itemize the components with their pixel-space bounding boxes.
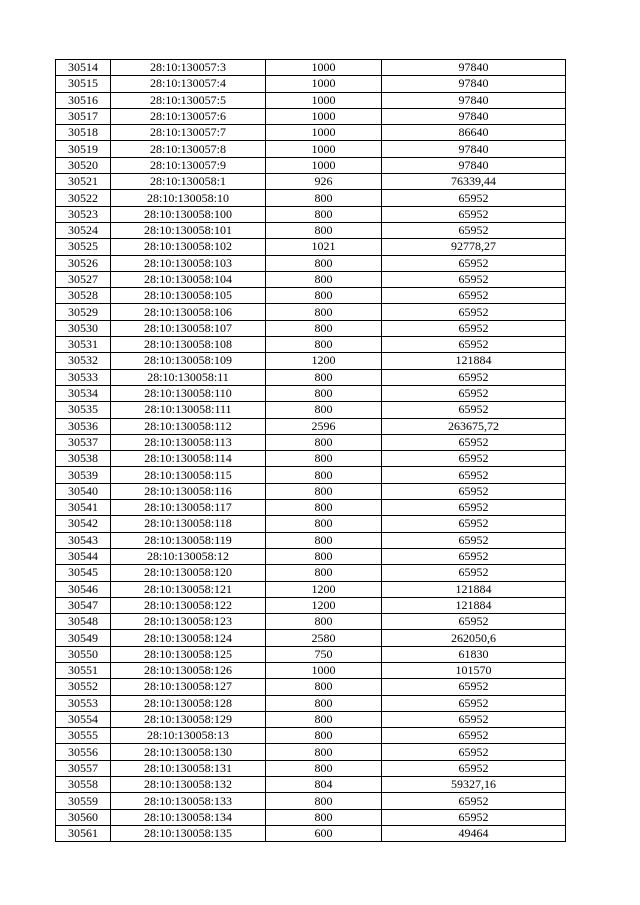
row-number-cell: 30534 xyxy=(56,385,111,401)
cadastral-number-cell: 28:10:130058:108 xyxy=(111,337,266,353)
value-cell: 65952 xyxy=(382,222,566,238)
row-number-cell: 30557 xyxy=(56,760,111,776)
cadastral-number-cell: 28:10:130058:120 xyxy=(111,565,266,581)
row-number-cell: 30542 xyxy=(56,516,111,532)
table-row xyxy=(56,271,566,287)
table-row xyxy=(56,711,566,727)
cadastral-number-cell: 28:10:130058:123 xyxy=(111,614,266,630)
row-number-cell: 30539 xyxy=(56,467,111,483)
area-cell: 750 xyxy=(266,646,382,662)
row-number-cell: 30537 xyxy=(56,434,111,450)
value-cell: 65952 xyxy=(382,206,566,222)
area-cell: 800 xyxy=(266,483,382,499)
area-cell: 800 xyxy=(266,206,382,222)
table-row xyxy=(56,385,566,401)
row-number-cell: 30526 xyxy=(56,255,111,271)
row-number-cell: 30518 xyxy=(56,125,111,141)
cadastral-number-cell: 28:10:130057:7 xyxy=(111,125,266,141)
row-number-cell: 30559 xyxy=(56,793,111,809)
cadastral-number-cell: 28:10:130058:132 xyxy=(111,777,266,793)
row-number-cell: 30516 xyxy=(56,92,111,108)
value-cell: 65952 xyxy=(382,271,566,287)
value-cell: 65952 xyxy=(382,679,566,695)
cadastral-number-cell: 28:10:130057:3 xyxy=(111,60,266,76)
area-cell: 800 xyxy=(266,190,382,206)
area-cell: 800 xyxy=(266,565,382,581)
cadastral-number-cell: 28:10:130058:115 xyxy=(111,467,266,483)
row-number-cell: 30549 xyxy=(56,630,111,646)
value-cell: 65952 xyxy=(382,711,566,727)
area-cell: 800 xyxy=(266,548,382,564)
table-row xyxy=(56,728,566,744)
table-row xyxy=(56,662,566,678)
table-row xyxy=(56,500,566,516)
cadastral-number-cell: 28:10:130058:12 xyxy=(111,548,266,564)
table-row xyxy=(56,320,566,336)
area-cell: 800 xyxy=(266,793,382,809)
cadastral-number-cell: 28:10:130058:114 xyxy=(111,451,266,467)
table-row xyxy=(56,108,566,124)
row-number-cell: 30541 xyxy=(56,500,111,516)
area-cell: 800 xyxy=(266,679,382,695)
row-number-cell: 30524 xyxy=(56,222,111,238)
row-number-cell: 30528 xyxy=(56,288,111,304)
area-cell: 800 xyxy=(266,337,382,353)
table-row xyxy=(56,630,566,646)
value-cell: 86640 xyxy=(382,125,566,141)
value-cell: 65952 xyxy=(382,451,566,467)
cadastral-number-cell: 28:10:130058:124 xyxy=(111,630,266,646)
table-row xyxy=(56,532,566,548)
cadastral-number-cell: 28:10:130058:134 xyxy=(111,809,266,825)
cadastral-number-cell: 28:10:130058:128 xyxy=(111,695,266,711)
cadastral-number-cell: 28:10:130057:6 xyxy=(111,108,266,124)
cadastral-number-cell: 28:10:130058:101 xyxy=(111,222,266,238)
table-row xyxy=(56,206,566,222)
cadastral-number-cell: 28:10:130058:10 xyxy=(111,190,266,206)
table-row xyxy=(56,369,566,385)
value-cell: 65952 xyxy=(382,255,566,271)
value-cell: 262050,6 xyxy=(382,630,566,646)
row-number-cell: 30552 xyxy=(56,679,111,695)
area-cell: 1200 xyxy=(266,581,382,597)
area-cell: 800 xyxy=(266,760,382,776)
table-row xyxy=(56,483,566,499)
cadastral-number-cell: 28:10:130058:131 xyxy=(111,760,266,776)
cadastral-number-cell: 28:10:130058:113 xyxy=(111,434,266,450)
table-row xyxy=(56,255,566,271)
cadastral-number-cell: 28:10:130058:130 xyxy=(111,744,266,760)
area-cell: 800 xyxy=(266,271,382,287)
area-cell: 800 xyxy=(266,728,382,744)
area-cell: 1000 xyxy=(266,157,382,173)
table-row xyxy=(56,304,566,320)
value-cell: 65952 xyxy=(382,532,566,548)
row-number-cell: 30522 xyxy=(56,190,111,206)
value-cell: 97840 xyxy=(382,157,566,173)
area-cell: 1021 xyxy=(266,239,382,255)
row-number-cell: 30543 xyxy=(56,532,111,548)
table-row xyxy=(56,434,566,450)
table-row xyxy=(56,92,566,108)
table-row xyxy=(56,337,566,353)
row-number-cell: 30519 xyxy=(56,141,111,157)
row-number-cell: 30531 xyxy=(56,337,111,353)
cadastral-number-cell: 28:10:130057:9 xyxy=(111,157,266,173)
table-row xyxy=(56,597,566,613)
cadastral-number-cell: 28:10:130058:122 xyxy=(111,597,266,613)
row-number-cell: 30514 xyxy=(56,60,111,76)
row-number-cell: 30554 xyxy=(56,711,111,727)
value-cell: 65952 xyxy=(382,793,566,809)
value-cell: 59327,16 xyxy=(382,777,566,793)
value-cell: 101570 xyxy=(382,662,566,678)
area-cell: 800 xyxy=(266,385,382,401)
value-cell: 65952 xyxy=(382,500,566,516)
row-number-cell: 30544 xyxy=(56,548,111,564)
area-cell: 2580 xyxy=(266,630,382,646)
table-row xyxy=(56,793,566,809)
row-number-cell: 30530 xyxy=(56,320,111,336)
table-row xyxy=(56,825,566,841)
cadastral-number-cell: 28:10:130058:129 xyxy=(111,711,266,727)
value-cell: 65952 xyxy=(382,434,566,450)
value-cell: 65952 xyxy=(382,760,566,776)
table-row xyxy=(56,174,566,190)
area-cell: 1000 xyxy=(266,108,382,124)
value-cell: 97840 xyxy=(382,60,566,76)
cadastral-table xyxy=(55,59,566,842)
cadastral-number-cell: 28:10:130058:106 xyxy=(111,304,266,320)
table-row xyxy=(56,467,566,483)
cadastral-number-cell: 28:10:130057:5 xyxy=(111,92,266,108)
table-row xyxy=(56,222,566,238)
row-number-cell: 30540 xyxy=(56,483,111,499)
cadastral-number-cell: 28:10:130058:110 xyxy=(111,385,266,401)
cadastral-number-cell: 28:10:130058:135 xyxy=(111,825,266,841)
value-cell: 65952 xyxy=(382,467,566,483)
value-cell: 65952 xyxy=(382,483,566,499)
table-row xyxy=(56,141,566,157)
area-cell: 800 xyxy=(266,304,382,320)
table-row xyxy=(56,125,566,141)
row-number-cell: 30523 xyxy=(56,206,111,222)
row-number-cell: 30551 xyxy=(56,662,111,678)
row-number-cell: 30532 xyxy=(56,353,111,369)
value-cell: 65952 xyxy=(382,337,566,353)
value-cell: 121884 xyxy=(382,597,566,613)
cadastral-number-cell: 28:10:130058:13 xyxy=(111,728,266,744)
table-row xyxy=(56,402,566,418)
table-row xyxy=(56,695,566,711)
cadastral-number-cell: 28:10:130057:8 xyxy=(111,141,266,157)
area-cell: 800 xyxy=(266,695,382,711)
row-number-cell: 30536 xyxy=(56,418,111,434)
value-cell: 65952 xyxy=(382,614,566,630)
value-cell: 65952 xyxy=(382,728,566,744)
row-number-cell: 30553 xyxy=(56,695,111,711)
cadastral-number-cell: 28:10:130058:118 xyxy=(111,516,266,532)
value-cell: 121884 xyxy=(382,353,566,369)
value-cell: 65952 xyxy=(382,695,566,711)
row-number-cell: 30545 xyxy=(56,565,111,581)
area-cell: 1200 xyxy=(266,597,382,613)
table-row xyxy=(56,190,566,206)
value-cell: 97840 xyxy=(382,92,566,108)
area-cell: 800 xyxy=(266,809,382,825)
value-cell: 97840 xyxy=(382,141,566,157)
row-number-cell: 30561 xyxy=(56,825,111,841)
value-cell: 65952 xyxy=(382,548,566,564)
value-cell: 263675,72 xyxy=(382,418,566,434)
cadastral-number-cell: 28:10:130058:117 xyxy=(111,500,266,516)
cadastral-number-cell: 28:10:130058:116 xyxy=(111,483,266,499)
row-number-cell: 30556 xyxy=(56,744,111,760)
table-row xyxy=(56,516,566,532)
table-row xyxy=(56,646,566,662)
area-cell: 800 xyxy=(266,516,382,532)
area-cell: 800 xyxy=(266,434,382,450)
area-cell: 800 xyxy=(266,369,382,385)
value-cell: 65952 xyxy=(382,516,566,532)
value-cell: 65952 xyxy=(382,744,566,760)
table-row xyxy=(56,353,566,369)
cadastral-number-cell: 28:10:130058:112 xyxy=(111,418,266,434)
cadastral-number-cell: 28:10:130058:111 xyxy=(111,402,266,418)
row-number-cell: 30558 xyxy=(56,777,111,793)
value-cell: 65952 xyxy=(382,288,566,304)
value-cell: 97840 xyxy=(382,76,566,92)
table-row xyxy=(56,451,566,467)
cadastral-number-cell: 28:10:130058:1 xyxy=(111,174,266,190)
value-cell: 65952 xyxy=(382,402,566,418)
value-cell: 92778,27 xyxy=(382,239,566,255)
cadastral-number-cell: 28:10:130058:121 xyxy=(111,581,266,597)
row-number-cell: 30521 xyxy=(56,174,111,190)
area-cell: 1000 xyxy=(266,92,382,108)
area-cell: 800 xyxy=(266,467,382,483)
table-row xyxy=(56,565,566,581)
area-cell: 800 xyxy=(266,614,382,630)
cadastral-number-cell: 28:10:130058:125 xyxy=(111,646,266,662)
area-cell: 800 xyxy=(266,222,382,238)
area-cell: 800 xyxy=(266,255,382,271)
table-body xyxy=(56,60,566,842)
value-cell: 121884 xyxy=(382,581,566,597)
area-cell: 1000 xyxy=(266,141,382,157)
area-cell: 804 xyxy=(266,777,382,793)
row-number-cell: 30538 xyxy=(56,451,111,467)
row-number-cell: 30533 xyxy=(56,369,111,385)
value-cell: 61830 xyxy=(382,646,566,662)
area-cell: 800 xyxy=(266,711,382,727)
cadastral-number-cell: 28:10:130058:11 xyxy=(111,369,266,385)
area-cell: 1000 xyxy=(266,662,382,678)
row-number-cell: 30520 xyxy=(56,157,111,173)
table-row xyxy=(56,60,566,76)
cadastral-number-cell: 28:10:130058:127 xyxy=(111,679,266,695)
value-cell: 65952 xyxy=(382,385,566,401)
area-cell: 800 xyxy=(266,402,382,418)
value-cell: 65952 xyxy=(382,190,566,206)
row-number-cell: 30547 xyxy=(56,597,111,613)
value-cell: 49464 xyxy=(382,825,566,841)
cadastral-number-cell: 28:10:130058:102 xyxy=(111,239,266,255)
table-row xyxy=(56,760,566,776)
cadastral-number-cell: 28:10:130058:133 xyxy=(111,793,266,809)
table-row xyxy=(56,679,566,695)
table-row xyxy=(56,239,566,255)
table-row xyxy=(56,777,566,793)
row-number-cell: 30517 xyxy=(56,108,111,124)
area-cell: 800 xyxy=(266,288,382,304)
table-row xyxy=(56,809,566,825)
area-cell: 800 xyxy=(266,532,382,548)
cadastral-number-cell: 28:10:130058:103 xyxy=(111,255,266,271)
value-cell: 65952 xyxy=(382,809,566,825)
area-cell: 800 xyxy=(266,500,382,516)
area-cell: 1000 xyxy=(266,76,382,92)
area-cell: 800 xyxy=(266,320,382,336)
value-cell: 76339,44 xyxy=(382,174,566,190)
value-cell: 97840 xyxy=(382,108,566,124)
table-row xyxy=(56,548,566,564)
value-cell: 65952 xyxy=(382,304,566,320)
table-row xyxy=(56,744,566,760)
row-number-cell: 30515 xyxy=(56,76,111,92)
table-row xyxy=(56,288,566,304)
area-cell: 1200 xyxy=(266,353,382,369)
area-cell: 1000 xyxy=(266,60,382,76)
table-row xyxy=(56,614,566,630)
table-row xyxy=(56,76,566,92)
value-cell: 65952 xyxy=(382,565,566,581)
cadastral-number-cell: 28:10:130058:104 xyxy=(111,271,266,287)
row-number-cell: 30548 xyxy=(56,614,111,630)
cadastral-number-cell: 28:10:130058:119 xyxy=(111,532,266,548)
row-number-cell: 30527 xyxy=(56,271,111,287)
row-number-cell: 30535 xyxy=(56,402,111,418)
table-row xyxy=(56,418,566,434)
area-cell: 926 xyxy=(266,174,382,190)
table-row xyxy=(56,581,566,597)
area-cell: 600 xyxy=(266,825,382,841)
row-number-cell: 30529 xyxy=(56,304,111,320)
cadastral-number-cell: 28:10:130057:4 xyxy=(111,76,266,92)
cadastral-number-cell: 28:10:130058:126 xyxy=(111,662,266,678)
area-cell: 1000 xyxy=(266,125,382,141)
value-cell: 65952 xyxy=(382,320,566,336)
area-cell: 2596 xyxy=(266,418,382,434)
row-number-cell: 30555 xyxy=(56,728,111,744)
value-cell: 65952 xyxy=(382,369,566,385)
area-cell: 800 xyxy=(266,451,382,467)
cadastral-number-cell: 28:10:130058:109 xyxy=(111,353,266,369)
cadastral-number-cell: 28:10:130058:100 xyxy=(111,206,266,222)
cadastral-number-cell: 28:10:130058:107 xyxy=(111,320,266,336)
table-row xyxy=(56,157,566,173)
cadastral-number-cell: 28:10:130058:105 xyxy=(111,288,266,304)
row-number-cell: 30560 xyxy=(56,809,111,825)
area-cell: 800 xyxy=(266,744,382,760)
row-number-cell: 30546 xyxy=(56,581,111,597)
row-number-cell: 30550 xyxy=(56,646,111,662)
row-number-cell: 30525 xyxy=(56,239,111,255)
